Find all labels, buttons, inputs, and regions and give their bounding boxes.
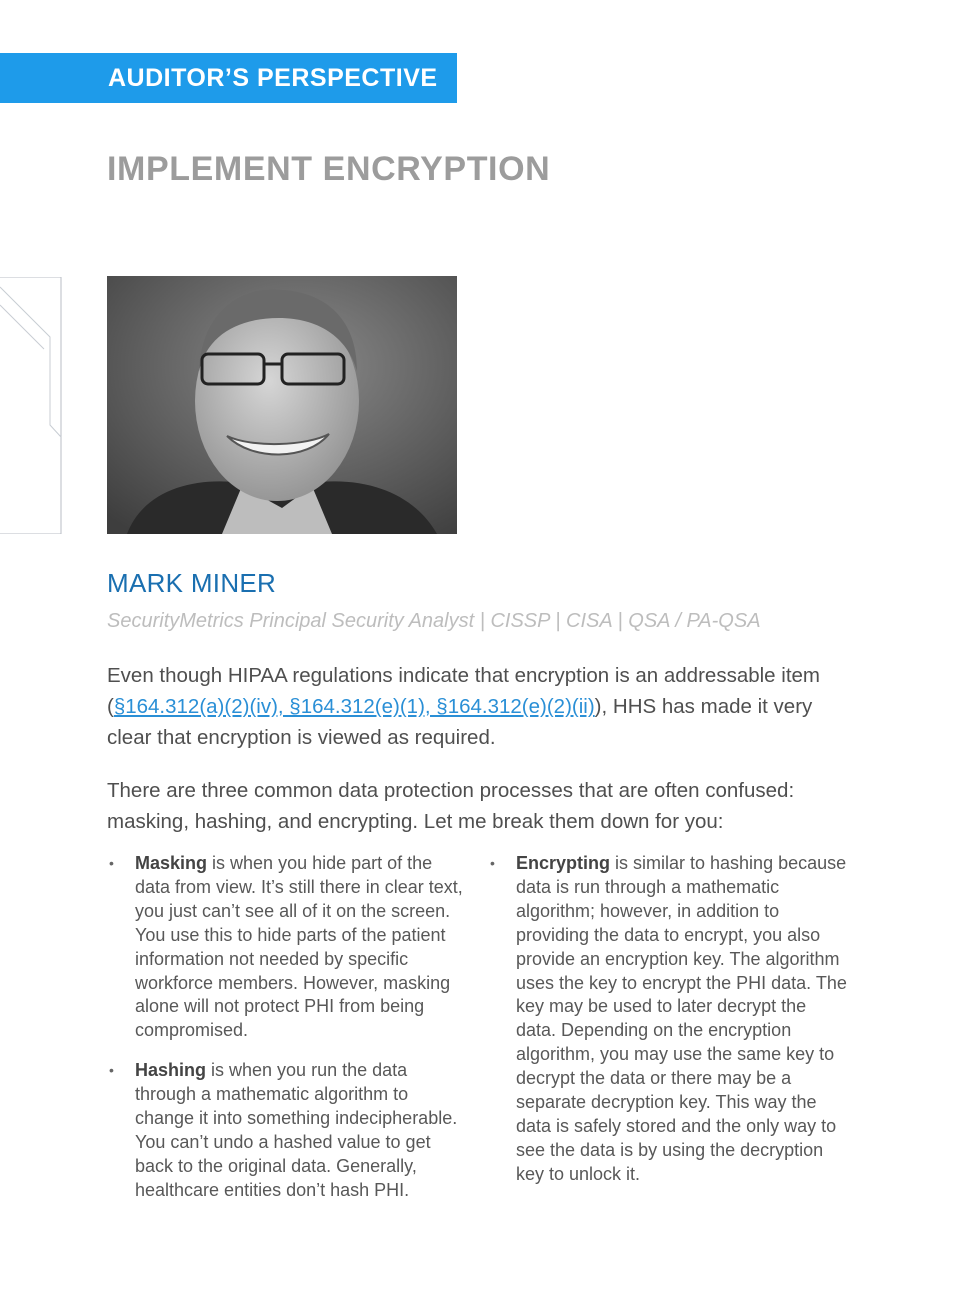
list-item-hashing — [107, 1059, 467, 1202]
hashing-description: is when you run the data through a mathematic algorithm to change it into something indecipherable. You can’t undo a hashed value to get back to the original data. Generally, healthcare entities don’t hash PHI. — [135, 1060, 458, 1200]
author-photo — [107, 276, 457, 534]
bullet-marker: • — [490, 855, 495, 871]
page-title: IMPLEMENT ENCRYPTION — [107, 150, 551, 188]
term-encrypting: Encrypting — [516, 853, 611, 873]
regulation-link[interactable]: §164.312(a)(2)(iv), §164.312(e)(1), §164.312(e)(2)(ii) — [113, 695, 595, 718]
processes-paragraph: There are three common data protection processes that are often confused: masking, hashing, and encrypting. Let me break them down for you: — [107, 779, 795, 833]
bullet-marker: • — [109, 1062, 114, 1079]
author-credentials: SecurityMetrics Principal Security Analyst | CISSP | CISA | QSA / PA-QSA — [107, 610, 761, 632]
term-masking: Masking — [135, 853, 208, 873]
intro-text-after: ), HHS has made it very clear that encryption is viewed as required. — [107, 695, 813, 749]
bullet-list-left — [107, 852, 467, 1219]
intro-text-before: Even though HIPAA regulations indicate that encryption is an addressable item ( — [107, 664, 820, 718]
list-item-masking — [107, 852, 467, 1043]
banner-label: AUDITOR’S PERSPECTIVE — [108, 64, 438, 92]
decorative-outline — [0, 277, 62, 534]
bullet-list-right — [488, 852, 848, 1203]
author-name: MARK MINER — [107, 568, 277, 598]
list-item-encrypting — [488, 852, 848, 1187]
intro-paragraph — [107, 660, 847, 753]
section-banner — [0, 53, 457, 103]
bullet-marker: • — [109, 855, 114, 871]
term-hashing: Hashing — [135, 1060, 207, 1081]
encrypting-description: is similar to hashing because data is run through a mathematic algorithm; however, in addition to providing the data to encrypt, you also provide an encryption key. The algorithm uses the key to encrypt the PHI data. The key may be used to later decrypt the data. Depending on the encryption algorithm, you may use the same key to decrypt the data or there may be a separate decryption key. This way the data is safely stored and the only way to see the data is by using the decryption key to unlock it. — [516, 853, 847, 1184]
masking-description: is when you hide part of the data from view. It’s still there in clear text, you just can’t see all of it on the screen. You use this to hide parts of the patient information not needed by specific workforce members. However, masking alone will not protect PHI from being compromised. — [135, 853, 463, 1041]
